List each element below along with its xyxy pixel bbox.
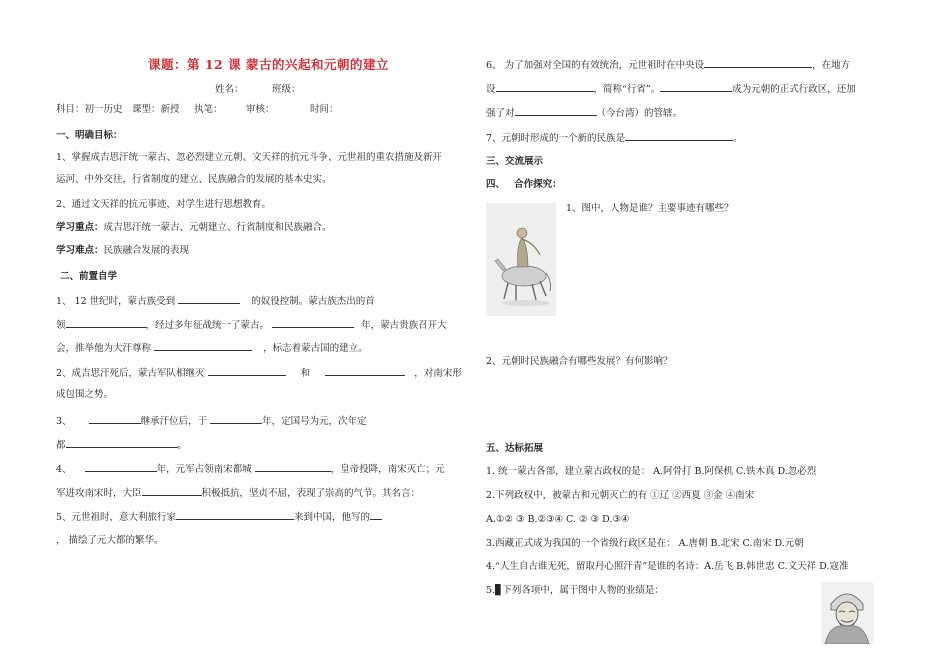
q2-line-1 [56, 366, 462, 379]
blank-q3-3[interactable] [66, 438, 178, 448]
q1-line-1 [56, 294, 375, 307]
exercise-3: 3.西藏正式成为我国的一个省级行政区是在： A.唐朝 B.北宋 C.南宋 D.元朝 [486, 538, 804, 549]
q3-text-b: 继承汗位后，于 [140, 416, 208, 427]
q6-line-3 [486, 106, 682, 119]
q5-line-2 [56, 535, 164, 546]
goals-heading: 一、明确目标： [56, 130, 123, 141]
q1-line-3 [56, 341, 368, 354]
q6-text-g: （今台湾）的管辖。 [596, 108, 683, 119]
q6-text-c: 设 [486, 84, 496, 95]
exercise-1: 1. 统一蒙古各部，建立蒙古政权的是： A.阿骨打 B.阿保机 C.铁木真 D.忽必烈 [486, 466, 817, 477]
blank-q1-2[interactable] [66, 318, 146, 328]
subject-field: 科目：初一历史 [56, 104, 123, 115]
exercise-2-options: A.①② ③ B.②③④ C. ② ③ D.③④ [486, 514, 630, 525]
q4-text-c: ，皇帝投降，南宋灭亡；元 [330, 464, 445, 475]
q3-text-d: 都 [56, 440, 66, 451]
q4-text-e: 积极抵抗，坚贞不屈，表现了崇高的气节。其名言： [201, 488, 421, 499]
q5-text-a: 5、元世祖时，意大利旅行家 [56, 512, 177, 523]
q1-text-a: 1、 12 世纪时，蒙古族受到 [56, 296, 176, 307]
q6-line-1 [486, 58, 850, 71]
blank-q2-2[interactable] [325, 366, 405, 376]
q1-text-d: ，经过多年征战统一了蒙古。 [145, 320, 270, 331]
q3-line-2 [56, 438, 187, 451]
goal-1-line-1: 1、掌握成吉思汗统一蒙古、忽必烈建立元朝、文天祥的抗元斗争、元世祖的重农措施及新开 [56, 152, 443, 163]
writer-field: 执笔： [194, 104, 223, 115]
rider-on-horse-illustration [486, 203, 556, 316]
q4-text-a: 4、 [56, 464, 72, 475]
section-4-heading [486, 179, 562, 190]
q5-line-1 [56, 510, 382, 523]
goal-1-line-2: 运河、中外交往，行省制度的建立、民族融合的发展的基本史实。 [56, 174, 332, 185]
goal-2: 2、通过文天祥的抗元事迹，对学生进行思想教育。 [56, 199, 272, 210]
q2-text-b: 和 [300, 368, 311, 379]
section-4-title: 合作探究： [514, 179, 562, 190]
section-4-number: 四、 [486, 179, 506, 190]
blank-q2-1[interactable] [208, 366, 286, 376]
difficult-point-text: 民族融合发展的表现 [103, 245, 190, 256]
page-title: 课题：第 12 课 蒙古的兴起和元朝的建立 [148, 57, 389, 72]
q3-text-e: 。 [177, 440, 188, 451]
blank-q5-1[interactable] [176, 510, 294, 520]
class-label: 班级： [272, 84, 301, 95]
q4-text-b: 年，元军占领南宋都城 [156, 464, 252, 475]
blank-q5-2[interactable] [370, 510, 382, 520]
q4-line-2 [56, 486, 420, 499]
q5-text-c: ， 描绘了元大都的繁华。 [56, 535, 164, 546]
difficult-point [56, 245, 189, 256]
blank-q4-2[interactable] [255, 462, 331, 472]
exercise-4: 4.“人生自古谁无死，留取丹心照汗青”是谁的名诗：A.岳飞 B.韩世忠 C.文天祥 D.寇准 [486, 561, 849, 572]
q6-text-b: ，在地方 [812, 60, 851, 71]
blank-q7-1[interactable] [625, 131, 733, 141]
key-point-label: 学习重点： [56, 222, 104, 233]
q4-line-1 [56, 462, 445, 475]
q1-text-f: 会，推举他为大汗尊称 [56, 343, 152, 354]
reviewer-field: 审核： [246, 104, 275, 115]
difficult-point-label: 学习难点： [56, 245, 104, 256]
blank-q4-1[interactable] [85, 462, 157, 472]
q6-line-2 [486, 82, 856, 95]
q4-text-d: 军进攻南宋时，大臣 [56, 488, 142, 499]
q2-text-a: 2、成吉思汗死后，蒙古军队相继灭 [56, 368, 205, 379]
q7-line [486, 131, 743, 144]
q2-text-c: ，对南宋形 [414, 368, 462, 379]
q2-text-d: 成包围之势。 [56, 389, 114, 400]
section-3-heading: 三、交流展示 [486, 156, 544, 167]
blank-q6-3[interactable] [660, 82, 732, 92]
blank-q1-1[interactable] [178, 294, 240, 304]
blank-q3-2[interactable] [210, 414, 262, 424]
blank-q1-4[interactable] [154, 341, 252, 351]
exercise-5: 5.▊下列各项中，属于图中人物的业绩是： [486, 585, 664, 596]
blank-q1-3[interactable] [272, 318, 354, 328]
blank-q6-2[interactable] [496, 82, 594, 92]
blank-q6-1[interactable] [704, 58, 812, 68]
section-5-heading: 五、达标拓展 [486, 443, 544, 454]
q1-text-c: 领 [56, 320, 66, 331]
lesson-type-field: 课型：新授 [132, 104, 180, 115]
q3-text-c: 年，定国号为元，次年定 [262, 416, 367, 427]
blank-q6-4[interactable] [515, 106, 597, 116]
time-field: 时间： [310, 104, 339, 115]
blank-q4-3[interactable] [142, 486, 202, 496]
q6-text-f: 强了对 [486, 108, 515, 119]
q3-text-a: 3、 [56, 416, 72, 427]
blank-q3-1[interactable] [89, 414, 141, 424]
q6-text-e: 成为元朝的正式行政区，还加 [732, 84, 856, 95]
explore-question-2: 2、元朝时民族融合有哪些发展？有何影响？ [486, 356, 673, 367]
genghis-khan-portrait [821, 582, 873, 644]
explore-question-1: 1、图中，人物是谁？主要事迹有哪些？ [566, 203, 734, 214]
name-label: 姓名： [215, 84, 244, 95]
q2-line-2 [56, 389, 113, 400]
q5-text-b: 来到中国，他写的 [294, 512, 371, 523]
preview-heading: 二、前置自学 [60, 271, 118, 282]
q1-line-2 [56, 318, 447, 331]
exercise-2: 2.下列政权中，被蒙古和元朝灭亡的有 ①辽 ②西夏 ③金 ④南宋 [486, 490, 755, 501]
q1-text-b: 的奴役控制。蒙古族杰出的首 [251, 296, 375, 307]
key-point [56, 222, 332, 233]
q1-text-e: 年，蒙古贵族召开大 [361, 320, 447, 331]
key-point-text: 成吉思汗统一蒙古、元朝建立、行省制度和民族融合。 [103, 222, 332, 233]
q6-text-a: 6、 为了加强对全国的有效统治，元世祖时在中央设 [486, 60, 705, 71]
q6-text-d: ，简称“行省”。 [593, 84, 661, 95]
q3-line-1 [56, 414, 367, 427]
q7-text-b: 。 [733, 133, 743, 144]
q1-text-g: ，标志着蒙古国的建立。 [263, 343, 368, 354]
q7-text-a: 7、元朝时形成的一个新的民族是 [486, 133, 626, 144]
